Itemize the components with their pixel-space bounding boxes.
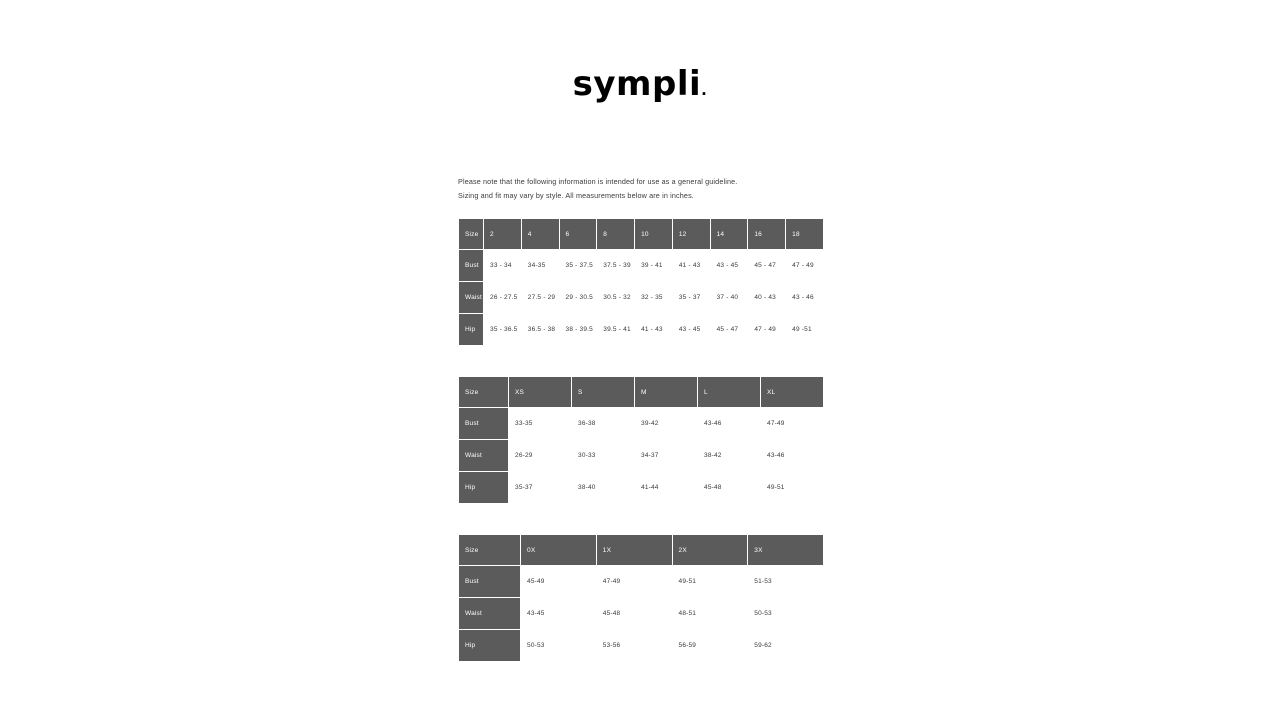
table-cell: 43 - 46 <box>786 282 824 314</box>
column-header: Size <box>459 219 484 250</box>
row-header: Waist <box>459 282 484 314</box>
table-cell: 43 - 45 <box>710 250 748 282</box>
column-header: 10 <box>635 219 673 250</box>
table-cell: 47 - 49 <box>748 314 786 346</box>
table-cell: 39.5 - 41 <box>597 314 635 346</box>
numeric-size-table-head <box>459 219 824 250</box>
table-cell: 38-40 <box>572 472 635 504</box>
column-header: 6 <box>559 219 597 250</box>
table-row <box>459 440 824 472</box>
table-row <box>459 598 824 630</box>
table-row <box>459 314 824 346</box>
table-cell: 45 - 47 <box>748 250 786 282</box>
table-cell: 33 - 34 <box>484 250 522 282</box>
column-header: 16 <box>748 219 786 250</box>
row-header: Hip <box>459 630 521 662</box>
table-cell: 36.5 - 38 <box>521 314 559 346</box>
table-cell: 35-37 <box>509 472 572 504</box>
table-cell: 35 - 37.5 <box>559 250 597 282</box>
column-header: 3X <box>748 535 824 566</box>
table-cell: 41 - 43 <box>635 314 673 346</box>
plus-size-table-body <box>459 566 824 662</box>
table-row <box>459 472 824 504</box>
letter-size-table-body <box>459 408 824 504</box>
table-cell: 47-49 <box>596 566 672 598</box>
numeric-size-table <box>458 218 824 346</box>
table-cell: 43-45 <box>521 598 597 630</box>
table-header-row <box>459 219 824 250</box>
table-cell: 41-44 <box>635 472 698 504</box>
table-cell: 43-46 <box>761 440 824 472</box>
table-cell: 49-51 <box>761 472 824 504</box>
table-cell: 30-33 <box>572 440 635 472</box>
brand-logo <box>0 64 1280 104</box>
table-cell: 45-48 <box>698 472 761 504</box>
table-header-row <box>459 535 824 566</box>
table-cell: 32 - 35 <box>635 282 673 314</box>
column-header: 18 <box>786 219 824 250</box>
row-header: Bust <box>459 566 521 598</box>
table-cell: 34-35 <box>521 250 559 282</box>
guideline-note-line1: Please note that the following information is intended for use as a general guideline. <box>458 177 738 186</box>
table-cell: 53-56 <box>596 630 672 662</box>
table-cell: 37.5 - 39 <box>597 250 635 282</box>
table-cell: 43 - 45 <box>672 314 710 346</box>
column-header: 12 <box>672 219 710 250</box>
table-cell: 56-59 <box>672 630 748 662</box>
row-header: Hip <box>459 472 509 504</box>
column-header: S <box>572 377 635 408</box>
guideline-note-line2: Sizing and fit may vary by style. All measurements below are in inches. <box>458 190 694 200</box>
table-header-row <box>459 377 824 408</box>
table-cell: 37 - 40 <box>710 282 748 314</box>
table-row <box>459 630 824 662</box>
column-header: XL <box>761 377 824 408</box>
column-header: 4 <box>521 219 559 250</box>
size-chart-content <box>458 175 824 692</box>
brand-dot: . <box>701 81 708 99</box>
letter-size-table-head <box>459 377 824 408</box>
table-cell: 39 - 41 <box>635 250 673 282</box>
table-cell: 41 - 43 <box>672 250 710 282</box>
table-cell: 35 - 37 <box>672 282 710 314</box>
table-cell: 40 - 43 <box>748 282 786 314</box>
table-cell: 50-53 <box>748 598 824 630</box>
column-header: Size <box>459 377 509 408</box>
table-cell: 27.5 - 29 <box>521 282 559 314</box>
table-cell: 50-53 <box>521 630 597 662</box>
table-cell: 45-48 <box>596 598 672 630</box>
letter-size-table <box>458 376 824 504</box>
table-cell: 26-29 <box>509 440 572 472</box>
table-cell: 49 -51 <box>786 314 824 346</box>
table-cell: 26 - 27.5 <box>484 282 522 314</box>
table-cell: 45-49 <box>521 566 597 598</box>
plus-size-table <box>458 534 824 662</box>
table-cell: 38 - 39.5 <box>559 314 597 346</box>
column-header: 14 <box>710 219 748 250</box>
column-header: 2X <box>672 535 748 566</box>
column-header: Size <box>459 535 521 566</box>
row-header: Waist <box>459 598 521 630</box>
table-cell: 43-46 <box>698 408 761 440</box>
table-cell: 39-42 <box>635 408 698 440</box>
table-cell: 35 - 36.5 <box>484 314 522 346</box>
table-row <box>459 250 824 282</box>
numeric-size-table-body <box>459 250 824 346</box>
row-header: Bust <box>459 250 484 282</box>
table-cell: 49-51 <box>672 566 748 598</box>
row-header: Waist <box>459 440 509 472</box>
table-cell: 48-51 <box>672 598 748 630</box>
column-header: L <box>698 377 761 408</box>
table-cell: 47-49 <box>761 408 824 440</box>
plus-size-table-head <box>459 535 824 566</box>
table-cell: 45 - 47 <box>710 314 748 346</box>
guideline-note <box>458 175 824 202</box>
column-header: 2 <box>484 219 522 250</box>
column-header: 1X <box>596 535 672 566</box>
column-header: 0X <box>521 535 597 566</box>
table-cell: 38-42 <box>698 440 761 472</box>
row-header: Bust <box>459 408 509 440</box>
table-cell: 51-53 <box>748 566 824 598</box>
table-cell: 29 - 30.5 <box>559 282 597 314</box>
table-cell: 30.5 - 32 <box>597 282 635 314</box>
table-cell: 36-38 <box>572 408 635 440</box>
table-row <box>459 408 824 440</box>
column-header: XS <box>509 377 572 408</box>
table-cell: 47 - 49 <box>786 250 824 282</box>
column-header: 8 <box>597 219 635 250</box>
brand-name: sympli <box>572 64 702 104</box>
table-cell: 59-62 <box>748 630 824 662</box>
table-row <box>459 566 824 598</box>
table-row <box>459 282 824 314</box>
column-header: M <box>635 377 698 408</box>
row-header: Hip <box>459 314 484 346</box>
table-cell: 34-37 <box>635 440 698 472</box>
table-cell: 33-35 <box>509 408 572 440</box>
